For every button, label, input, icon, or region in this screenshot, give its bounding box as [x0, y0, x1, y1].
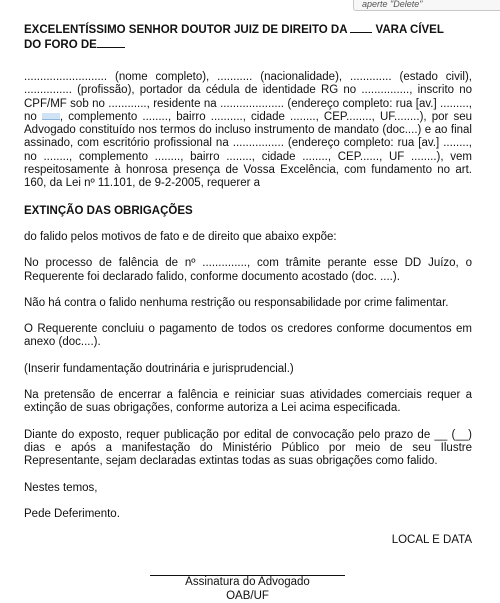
- heading-line1-suffix: VARA CÍVEL: [375, 24, 444, 36]
- closing-terms: Nestes temos,: [24, 481, 98, 494]
- qualification-part1: .......................... (nome completo), ........... (nacionalidade), ............. (estado civil), ............... (profissão), portador da cédula de identidade RG no ..............., inscrito no CPF/MF sob no ............, residente na .................... (endereço completo: rua [av.] ........., no: [24, 71, 472, 123]
- paragraph-intro: do falido pelos motivos de fato e de direito que abaixo expõe:: [24, 230, 337, 243]
- closing-request: Pede Deferimento.: [24, 507, 120, 520]
- qualification-paragraph: [24, 71, 472, 191]
- paragraph-conclusion: Diante do exposto, requer publicação por edital de convocação pelo prazo de __ (__) dias e após a manifestação do Ministério Público por meio de seu Ilustre Representante, sejam declaradas extintas todas as suas obrigações como falido.: [24, 428, 472, 468]
- paragraph-no-restriction: Não há contra o falido nenhuma restrição ou responsabilidade por crime falimentar.: [24, 296, 449, 309]
- oab-label: OAB/UF: [226, 589, 269, 602]
- forum-name-blank[interactable]: [97, 37, 125, 48]
- signature-label: Assinatura do Advogado: [185, 576, 310, 589]
- paragraph-request: Na pretensão de encerrar a falência e reiniciar suas atividades comerciais requer a extinção de suas obrigações, conforme autoriza a Lei acima especificada.: [24, 389, 472, 415]
- delete-hint-tooltip: aperte "Delete": [353, 0, 500, 11]
- paragraph-payment: O Requerente concluiu o pagamento de todos os credores conforme documentos em anexo (doc....).: [24, 323, 472, 349]
- heading-line1: EXCELENTÍSSIMO SENHOR DOUTOR JUIZ DE DIREITO DA: [24, 24, 348, 36]
- petition-document: [24, 22, 472, 603]
- number-field-highlight[interactable]: [42, 113, 60, 120]
- paragraph-bankruptcy-process: No processo de falência de nº .............., com trâmite perante esse DD Juízo, o Requerente foi declarado falido, conforme documento acostado (doc. ....).: [24, 257, 472, 283]
- heading-line2: DO FORO DE: [24, 39, 97, 51]
- section-subtitle: EXTINÇÃO DAS OBRIGAÇÕES: [24, 204, 193, 217]
- paragraph-doctrine: (Inserir fundamentação doutrinária e jurisprudencial.): [24, 362, 294, 375]
- court-number-blank[interactable]: [350, 22, 372, 33]
- qualification-part2: , complemento ........, bairro .........., cidade ........, CEP........, UF........), por seu Advogado constituído nos termos do incluso instrumento de mandato (doc....) e ao final assinado, com escritório profissional na ................ (endereço completo: rua [av.] ........, no ........, complemento ........, bairro ........, cidade ........, CEP......, UF ........), vem respeitosamente à honrosa presença de Vossa Excelência, com fundamento no art. 160, da Lei nº 11.101, de 9-2-2005, requerer a: [24, 110, 472, 190]
- petition-heading: [24, 22, 472, 52]
- place-and-date: LOCAL E DATA: [391, 534, 472, 547]
